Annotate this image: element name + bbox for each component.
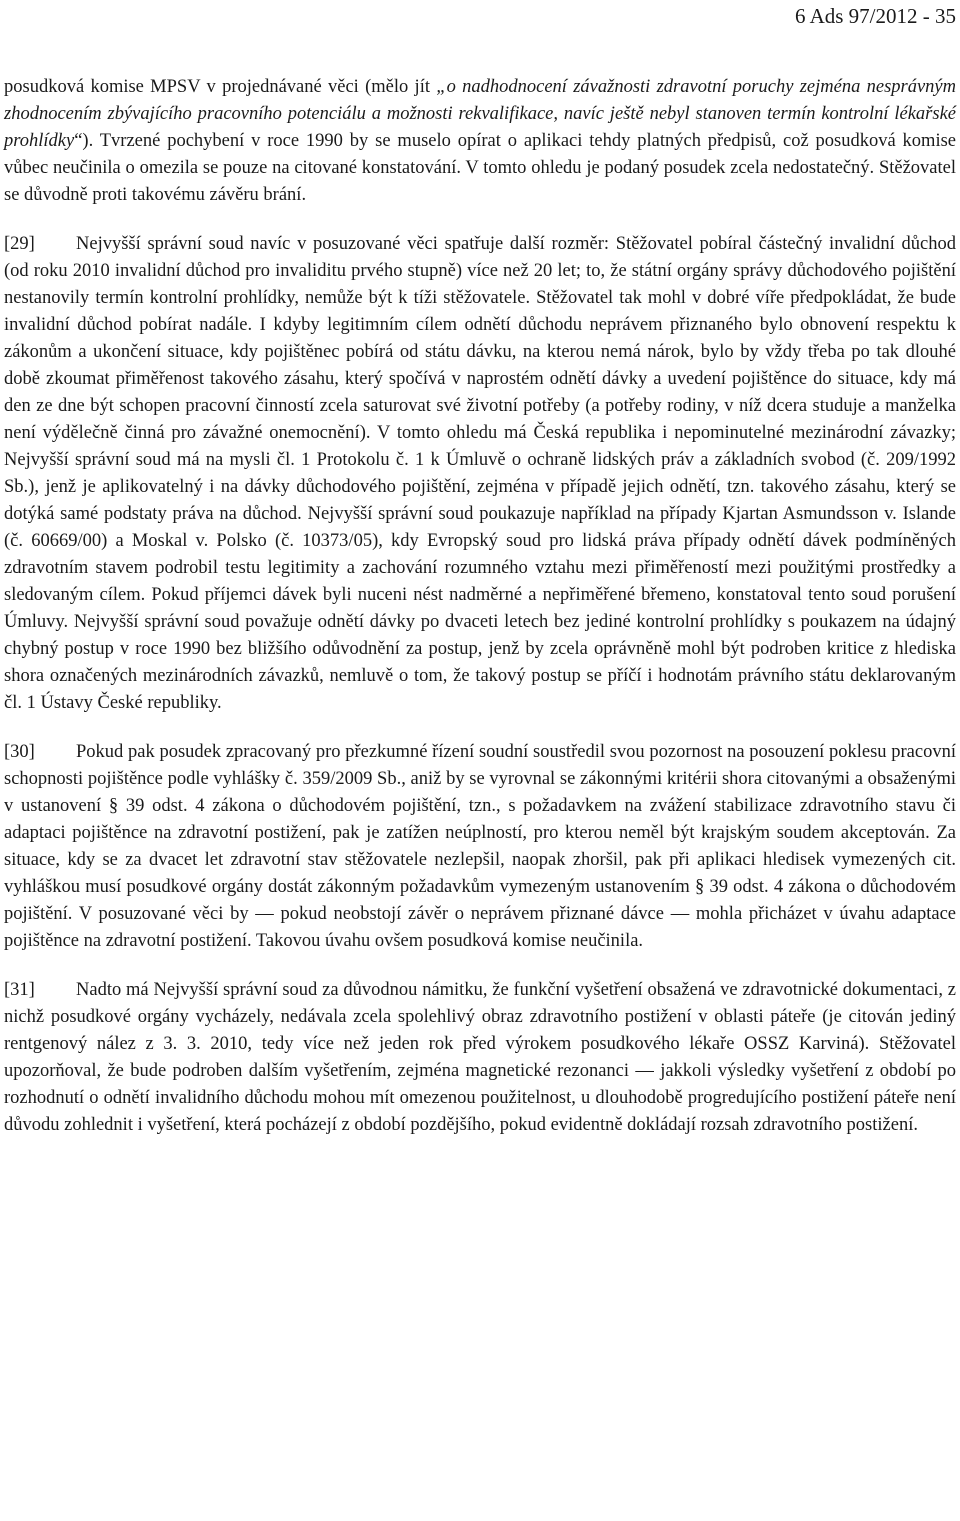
paragraph-31	[4, 977, 956, 1139]
intro-paragraph	[4, 74, 956, 209]
paragraph-29	[4, 231, 956, 717]
paragraph-text: Nejvyšší správní soud navíc v posuzované věci spatřuje další rozměr: Stěžovatel pobíral částečný invalidní důchod (od roku 2010 invalidní důchod pro invaliditu prvého stupně) více než 20 let; to, že státní orgány správy důchodového pojištění nestanovily termín kontrolní prohlídky, nemůže být k tíži stěžovatele. Stěžovatel tak mohl v dobré víře předpokládat, že bude invalidní důchod pobírat nadále. I kdyby legitimním cílem odnětí důchodu neprávem přiznaného bylo obnovení respektu k zákonům a ukončení situace, kdy pojištěnec pobírá od státu dávku, na kterou nemá nárok, bylo by vždy třeba po tak dlouhé době zkoumat přiměřenost takového zásahu, který spočívá v naprostém odnětí dávky a uvedení pojištěnce do situace, kdy má den ze dne být schopen pracovní činností zcela saturovat své životní potřeby (a potřeby rodiny, v níž dcera studuje a manželka není výdělečně činná pro závažné onemocnění). V tomto ohledu má Česká republika i nepominutelné mezinárodní závazky; Nejvyšší správní soud má na mysli čl. 1 Protokolu č. 1 k Úmluvě o ochraně lidských práv a základních svobod (č. 209/1992 Sb.), jenž je aplikovatelný i na dávky důchodového pojištění, zejména v případě jejich odnětí, tzn. takového zásahu, který se dotýká samé podstaty práva na důchod. Nejvyšší správní soud poukazuje například na případy Kjartan Asmundsson v. Islande (č. 60669/00) a Moskal v. Polsko (č. 10373/05), kdy Evropský soud pro lidská práva případy odnětí dávek podmíněných zdravotním stavem podrobil testu legitimity a zachování rozumného vztahu mezi přiměřeností mezi použitými prostředky a sledovaným cílem. Pokud příjemci dávek byli nuceni nést nadměrné a nepřiměřené břemeno, konstatoval tento soud porušení Úmluvy. Nejvyšší správní soud považuje odnětí dávky po dvaceti letech bez jediné kontrolní prohlídky s poukazem na údajný chybný postup v roce 1990 bez bližšího odůvodnění za postup, jenž by zcela oprávněně mohl být podroben kritice z hlediska shora označených mezinárodních závazků, nemluvě o tom, že takový postup se příčí i hodnotám právního státu deklarovaným čl. 1 Ústavy České republiky.	[4, 234, 956, 713]
intro-text-end: “). Tvrzené pochybení v roce 1990 by se muselo opírat o aplikaci tehdy platných předpisů, což posudková komise vůbec neučinila o omezila se pouze na citované konstatování. V tomto ohledu je podaný posudek zcela nedostatečný. Stěžovatel se důvodně proti takovému závěru brání.	[4, 131, 956, 205]
paragraph-text: Nadto má Nejvyšší správní soud za důvodnou námitku, že funkční vyšetření obsažená ve zdravotnické dokumentaci, z nichž posudkové orgány vycházely, nedávala zcela spolehlivý obraz zdravotního postižení v oblasti páteře (je citován jediný rentgenový nález z 3. 3. 2010, tedy více než jeden rok před výrokem posudkového lékaře OSSZ Karviná). Stěžovatel upozorňoval, že bude podroben dalším vyšetřením, zejména magnetické rezonanci — jakkoli výsledky vyšetření z období po rozhodnutí o odnětí invalidního důchodu mohou mít omezenou použitelnost, u dlouhodobě progredujícího postižení páteře není důvodu zohlednit i vyšetření, která pocházejí z období pozdějšího, pokud evidentně dokládají rozsah zdravotního postižení.	[4, 980, 956, 1135]
paragraph-text: Pokud pak posudek zpracovaný pro přezkumné řízení soudní soustředil svou pozornost na posouzení poklesu pracovní schopnosti pojištěnce podle vyhlášky č. 359/2009 Sb., aniž by se vyrovnal se zákonnými kritérii shora citovanými a obsaženými v ustanovení § 39 odst. 4 zákona o důchodovém pojištění, tzn., s požadavkem na zvážení stabilizace zdravotního stavu či adaptaci pojištěnce na zdravotní postižení, pak je zatížen neúplností, pro kterou neměl být krajským soudem akceptován. Za situace, kdy se za dvacet let zdravotní stav stěžovatele nezlepšil, naopak zhoršil, pak při aplikaci hledisek vymezených cit. vyhláškou musí posudkové orgány dostát zákonným požadavkům vymezeným ustanovením § 39 odst. 4 zákona o důchodovém pojištění. V posuzované věci by — pokud neobstojí závěr o neprávem přiznané dávce — mohla přicházet v úvahu adaptace pojištěnce na zdravotní postižení. Takovou úvahu ovšem posudková komise neučinila.	[4, 742, 956, 951]
intro-quotation: „o nadhodnocení závažnosti zdravotní poruchy zejména nesprávným zhodnocením zbývajícího pracovního potenciálu a možnosti rekvalifikace, navíc ještě nebyl stanoven termín kontrolní lékařské prohlídky	[4, 77, 957, 151]
intro-text-start: posudková komise MPSV v projednávané věci (mělo jít	[4, 77, 437, 97]
paragraph-number: [29]	[4, 234, 35, 254]
document-body	[4, 74, 956, 1139]
paragraph-30	[4, 739, 956, 955]
case-citation-header: 6 Ads 97/2012 - 35	[794, 4, 956, 28]
paragraph-number: [31]	[4, 980, 35, 1000]
paragraph-number: [30]	[4, 742, 35, 762]
